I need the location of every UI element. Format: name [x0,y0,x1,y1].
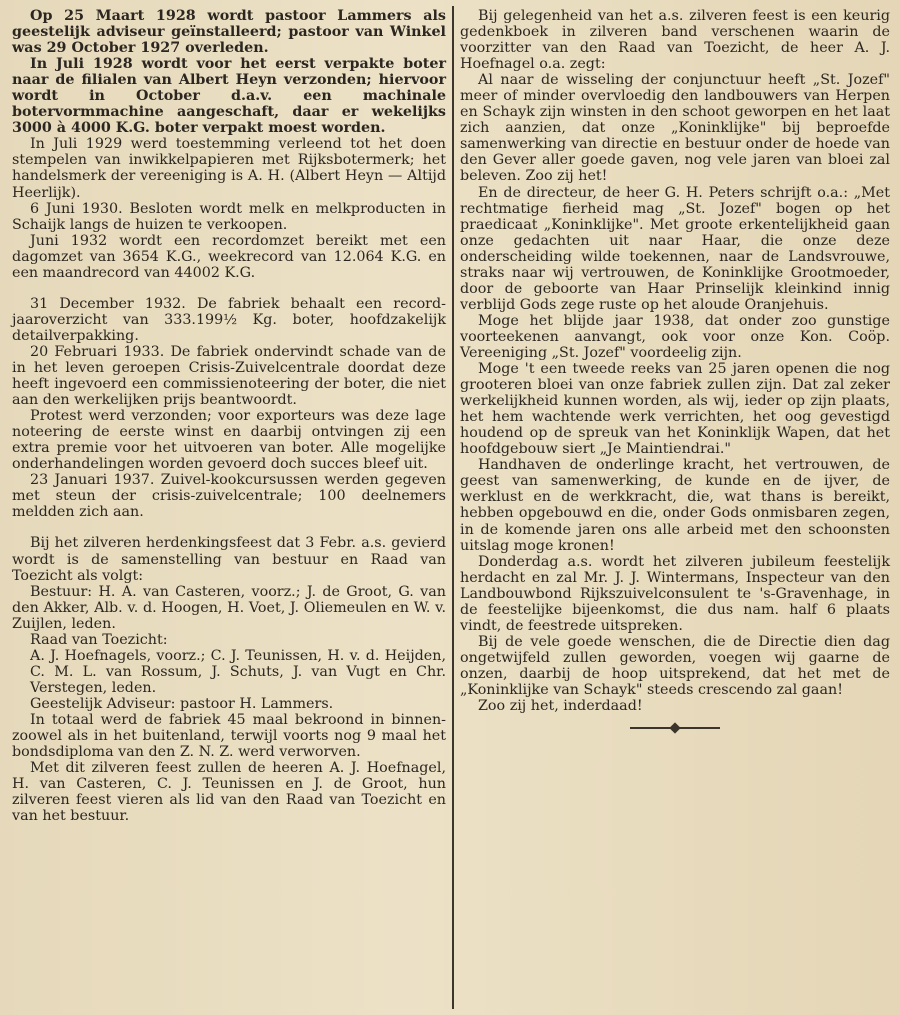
paragraph-bestuur: Bestuur: H. A. van Casteren, voorz.; J. de Groot, G. van den Akker, Alb. v. d. Hoogen, H. Voet, J. Oliemeulen en W. v. Zuijlen, leden. [12,583,446,632]
paragraph-juni-1930: 6 Juni 1930. Besloten wordt melk en melkproducten in Schaijk langs de huizen te verkoopen. [12,200,446,233]
paragraph-conjunctuur: Al naar de wisseling der conjunctuur heeft „St. Jozef" meer of minder overvloedig den landbouwers van Herpen en Schayk zijn winsten in den schoot geworpen en het laat zich aanzien, dat onze „Koninklijke" bij beproefde samenwerking van directie en bestuur onder de hoede van den Gever aller goede gaven, nog vele jaren van bloei zal beleven. Zoo zij het! [460,72,890,185]
paragraph-zoo-zij-het: Zoo zij het, inderdaad! [478,698,643,715]
paragraph-tweede-reeks: Moge 't een tweede reeks van 25 jaren openen die nog grooteren bloei van onze fabriek zullen zijn. Dat zal zeker werkelijkheid kunnen worden, als wij, ieder op zijn plaats, het hem wachtende werk verrichten, het oog gevestigd houdend op de spreuk van het Koninklijk Wapen, dat het hoofdgebouw siert „Je Maintiendrai." [460,361,890,458]
closing-ornament [630,724,720,732]
paragraph-december-1932: 31 December 1932. De fabriek behaalt een record-jaaroverzicht van 333.199½ Kg. boter, hoofdzakelijk detailverpakking. [12,295,446,344]
paragraph-handhaven: Handhaven de onderlinge kracht, het vertrouwen, de geest van samenwerking, de kunde en de ijver, de werklust en de werkkracht, die, wat thans is bereikt, hebben opgebouwd en die, onder Gods onmisbaren zegen, in de komende jaren ons alle arbeid met den schoonsten uitslag moge kronen! [460,457,890,554]
paragraph-goede-wenschen: Bij de vele goede wenschen, die de Directie dien dag ongetwijfeld zullen geworden, voegen wij gaarne de onzen, daarbij de hoop uitsprekend, dat het met de „Koninklijke van Schayk" steeds crescendo zal gaan! [460,633,890,698]
right-column [460,8,890,1011]
paragraph-februari-1933: 20 Februari 1933. De fabriek ondervindt schade van de in het leven geroepen Crisis-Zuivelcentrale doordat deze heeft ingevoerd een commissienoteering der boter, die niet aan den werkelijken prijs beantwoordt. [12,343,446,409]
paragraph-rijksbotermerk: In Juli 1929 werd toestemming verleend tot het doen stempelen van inwikkelpapieren met Rijksbotermerk; het handelsmerk der vereeniging is A. H. (Albert Heyn — Altijd Heerlijk). [12,136,446,201]
paragraph-gedenkboek: Bij gelegenheid van het a.s. zilveren feest is een keurig gedenkboek in zilveren band verschenen waarin de voorzitter van den Raad van Toezicht, de heer A. J. Hoefnagel o.a. zegt: [460,8,890,73]
paragraph-protest: Protest werd verzonden; voor exporteurs was deze lage noteering de eerste winst en daarbij ontvingen zij een extra premie voor het uitvoeren van boter. Alle mogelijke onderhandelingen worden gevoerd doch succes bleef uit. [12,408,446,473]
paragraph-herdenkingsfeest: Bij het zilveren herdenkingsfeest dat 3 Febr. a.s. gevierd wordt is de samenstelling van bestuur en Raad van Toezicht als volgt: [12,535,446,584]
paragraph-raad-van-toezicht-heading: Raad van Toezicht: [30,631,168,648]
paragraph-bekroningen: In totaal werd de fabriek 45 maal bekroond in binnen- zoowel als in het buitenland, terwijl voorts nog 9 maal het bondsdiploma van den Z. N. Z. werd verworven. [12,711,446,761]
paragraph-donderdag: Donderdag a.s. wordt het zilveren jubileum feestelijk herdacht en zal Mr. J. J. Wintermans, Inspecteur van den Landbouwbond Rijkszuivelconsulent te 's-Gravenhage, in de feestelijke bijeenkomst, die dus nam. half 6 plaats vindt, de feestrede uitspreken. [460,553,890,634]
paragraph-pastoor-lammers: Op 25 Maart 1928 wordt pastoor Lammers als geestelijk adviseur geïnstalleerd; pastoor van Winkel was 29 October 1927 overleden. [12,8,446,57]
paragraph-januari-1937: 23 Januari 1937. Zuivel-kookcursussen werden gegeven met steun der crisis-zuivelcentrale; 100 deelnemers meldden zich aan. [12,472,446,521]
paragraph-verpakte-boter: In Juli 1928 wordt voor het eerst verpakte boter naar de filialen van Albert Heyn verzonden; hiervoor wordt in October d.a.v. een machinale botervormmachine aangeschaft, daar er wekelijks 3000 à 4000 K.G. boter verpakt moest worden. [12,56,446,137]
left-column [12,8,446,1011]
paragraph-directeur-peters: En de directeur, de heer G. H. Peters schrijft o.a.: „Met rechtmatige fierheid mag „St. Jozef" bogen op het praedicaat „Koninklijke". Met groote erkentelijkheid gaan onze gedachten uit naar Haar, die onze deze onderscheiding wilde toekennen, naar de Landsvrouwe, straks naar wij vertrouwen, de Koninklijke Grootmoeder, door de geboorte van Haar Prinselijk kleinkind innig verblijd Gods zege ruste op het aloude Oranjehuis. [460,184,890,313]
paragraph-zilveren-feest-heeren: Met dit zilveren feest zullen de heeren A. J. Hoefnagel, H. van Casteren, C. J. Teunissen en J. de Groot, hun zilveren feest vieren als lid van den Raad van Toezicht en van het bestuur. [12,760,446,825]
paragraph-jaar-1938: Moge het blijde jaar 1938, dat onder zoo gunstige voorteekenen aanvangt, ook voor onze Kon. Coöp. Vereeniging „St. Jozef" voordeelig zijn. [460,312,890,361]
column-divider [452,6,454,1009]
paragraph-raad-van-toezicht-leden: A. J. Hoefnagels, voorz.; C. J. Teunissen, H. v. d. Heijden, C. M. L. van Rossum, J. Schuts, J. van Vugt en Chr. Verstegen, leden. [30,647,446,696]
paragraph-geestelijk-adviseur: Geestelijk Adviseur: pastoor H. Lammers. [30,695,334,712]
paragraph-recordomzet: Juni 1932 wordt een recordomzet bereikt met een dagomzet van 3654 K.G., weekrecord van 12.064 K.G. en een maandrecord van 44002 K.G. [12,232,446,281]
